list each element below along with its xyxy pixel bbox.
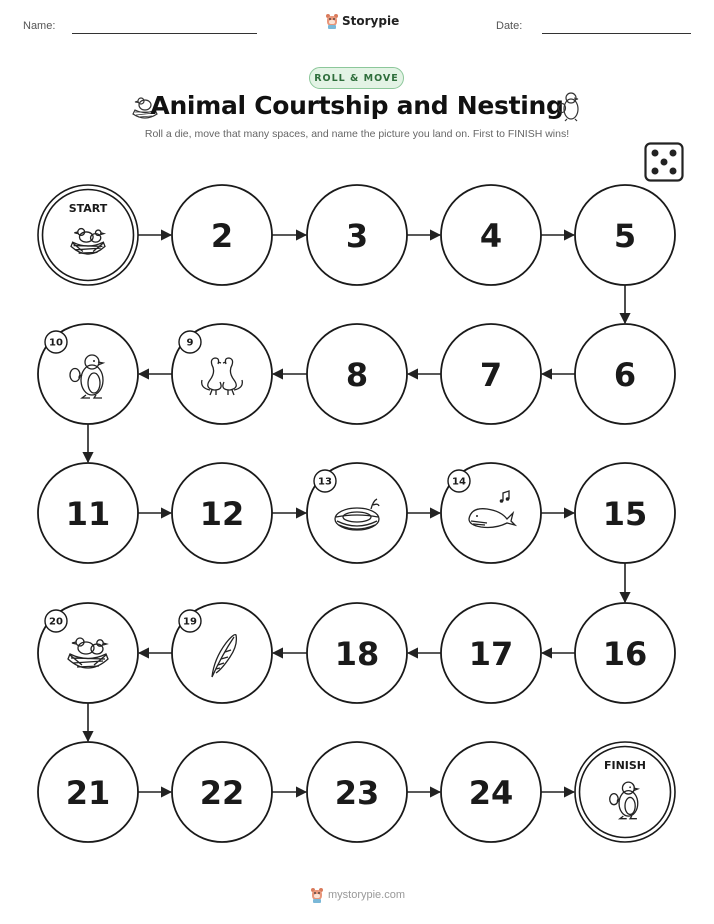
board-space-23[interactable]	[307, 742, 407, 842]
space-number: 24	[468, 774, 514, 812]
board-space-5[interactable]	[575, 185, 675, 285]
space-number: 18	[334, 635, 380, 673]
instructions: Roll a die, move that many spaces, and name the picture you land on. First to FINISH wins!	[144, 128, 570, 140]
start-label: START	[68, 202, 108, 215]
space-number: 8	[345, 356, 369, 394]
space-badge-number: 9	[186, 337, 194, 349]
finish-label: FINISH	[603, 759, 647, 772]
space-number: 16	[602, 635, 648, 673]
space-circle	[38, 185, 138, 285]
space-number: 22	[199, 774, 245, 812]
storypie-mascot-icon	[310, 887, 324, 903]
space-number: 4	[479, 217, 503, 255]
board-space-20[interactable]	[38, 603, 138, 703]
board-space-3[interactable]	[307, 185, 407, 285]
board-spaces	[38, 185, 675, 842]
board-space-22[interactable]	[172, 742, 272, 842]
space-number: 2	[210, 217, 234, 255]
space-badge-number: 13	[318, 476, 332, 488]
space-badge-number: 10	[49, 337, 63, 349]
board-space-11[interactable]	[38, 463, 138, 563]
board-space-19[interactable]	[172, 603, 272, 703]
footer	[310, 887, 405, 903]
board-space-6[interactable]	[575, 324, 675, 424]
space-number: 11	[65, 495, 111, 533]
board-space-4[interactable]	[441, 185, 541, 285]
board-space-21[interactable]	[38, 742, 138, 842]
board-space-7[interactable]	[441, 324, 541, 424]
space-number: 12	[199, 495, 245, 533]
space-badge-number: 19	[183, 616, 197, 628]
brand-name: Storypie	[342, 14, 400, 28]
space-badge-number: 20	[49, 616, 63, 628]
board-space-24[interactable]	[441, 742, 541, 842]
activity-tag: ROLL & MOVE	[309, 67, 404, 89]
board-space-14[interactable]	[441, 463, 541, 563]
board-space-9[interactable]	[172, 324, 272, 424]
board-space-18[interactable]	[307, 603, 407, 703]
space-number: 7	[479, 356, 503, 394]
space-number: 15	[602, 495, 648, 533]
space-number: 6	[613, 356, 637, 394]
board-space-16[interactable]	[575, 603, 675, 703]
space-number: 21	[65, 774, 111, 812]
board-space-15[interactable]	[575, 463, 675, 563]
footer-site: mystorypie.com	[328, 889, 406, 901]
board-space-8[interactable]	[307, 324, 407, 424]
space-number: 3	[345, 217, 369, 255]
board-space-start[interactable]	[38, 185, 138, 285]
space-badge-number: 14	[452, 476, 466, 488]
space-number: 17	[468, 635, 514, 673]
board-space-finish[interactable]	[575, 742, 675, 842]
board-space-17[interactable]	[441, 603, 541, 703]
board-space-2[interactable]	[172, 185, 272, 285]
date-label: Date:	[496, 20, 523, 32]
page-title: Animal Courtship and Nesting	[150, 91, 564, 120]
name-label: Name:	[23, 20, 56, 32]
board-space-13[interactable]	[307, 463, 407, 563]
board-space-12[interactable]	[172, 463, 272, 563]
board-space-10[interactable]	[38, 324, 138, 424]
space-number: 23	[334, 774, 380, 812]
space-number: 5	[613, 217, 637, 255]
